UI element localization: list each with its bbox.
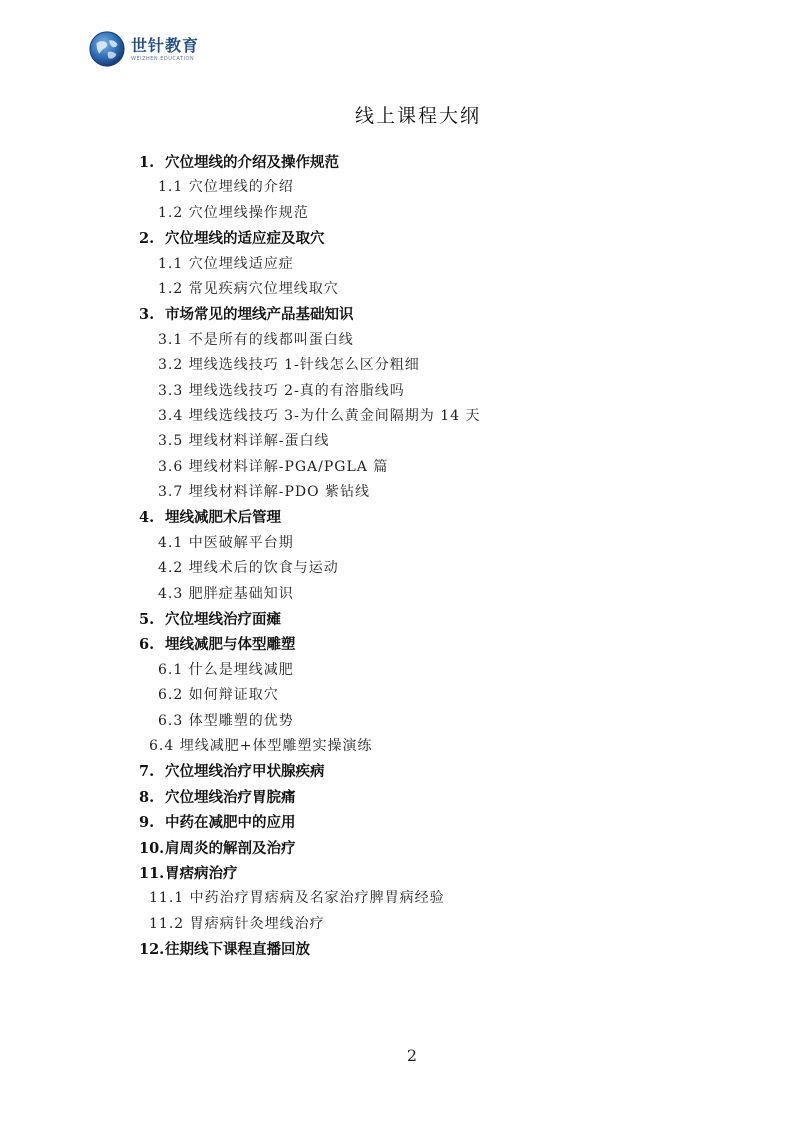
subsection-item: 1.2 穴位埋线操作规范 (158, 204, 309, 221)
section-title: 穴位埋线的适应症及取穴 (165, 230, 325, 248)
section-title: 肩周炎的解剖及治疗 (165, 839, 296, 857)
subsection-item: 1.2 常见疾病穴位埋线取穴 (158, 280, 339, 297)
outline-section (0, 861, 800, 937)
subsection-item: 11.1 中药治疗胃痞病及名家治疗脾胃病经验 (149, 890, 445, 907)
subsection-item: 4.2 埋线术后的饮食与运动 (158, 560, 339, 577)
section-heading (0, 937, 800, 962)
subsection-list (0, 175, 800, 226)
section-number: 1. (139, 154, 155, 171)
section-title: 穴位埋线治疗胃脘痛 (165, 788, 296, 806)
section-number: 3. (139, 306, 155, 324)
section-heading (0, 302, 800, 327)
logo-name-cn: 世针教育 (131, 35, 200, 55)
subsection-list (0, 531, 800, 607)
section-heading (0, 785, 800, 810)
subsection-item: 4.3 肥胖症基础知识 (158, 585, 294, 602)
section-title: 中药在减肥中的应用 (165, 814, 296, 832)
subsection-item: 3.5 埋线材料详解-蛋白线 (158, 433, 330, 450)
subsection-item: 3.4 埋线选线技巧 3-为什么黄金间隔期为 14 天 (158, 407, 481, 424)
outline-section (0, 632, 800, 759)
section-number: 10. (139, 839, 165, 857)
outline-section (0, 836, 800, 861)
outline-section (0, 226, 800, 302)
section-heading (0, 632, 800, 657)
section-title: 穴位埋线治疗甲状腺疾病 (165, 763, 325, 781)
section-heading (0, 836, 800, 861)
subsection-list (0, 658, 800, 760)
subsection-item: 4.1 中医破解平台期 (158, 534, 294, 551)
section-title: 埋线减肥术后管理 (165, 509, 281, 527)
section-heading (0, 607, 800, 632)
outline-section (0, 937, 800, 962)
section-number: 9. (139, 814, 155, 832)
section-number: 5. (139, 611, 155, 629)
section-heading (0, 505, 800, 530)
subsection-item: 6.1 什么是埋线减肥 (158, 661, 294, 678)
outline-section (0, 302, 800, 505)
subsection-item: 3.6 埋线材料详解-PGA/PGLA 篇 (158, 458, 389, 475)
section-number: 2. (139, 230, 155, 248)
section-number: 7. (139, 763, 155, 781)
section-heading (0, 810, 800, 835)
subsection-item: 3.3 埋线选线技巧 2-真的有溶脂线吗 (158, 382, 405, 399)
subsection-item: 3.7 埋线材料详解-PDO 紫钻线 (158, 484, 371, 501)
logo (88, 30, 199, 68)
section-heading (0, 759, 800, 784)
section-title: 往期线下课程直播回放 (165, 941, 310, 959)
course-outline (0, 150, 800, 963)
outline-section (0, 810, 800, 835)
subsection-item: 1.1 穴位埋线的介绍 (158, 179, 294, 196)
section-title: 穴位埋线治疗面瘫 (165, 611, 281, 629)
globe-logo-icon (88, 30, 126, 68)
outline-section (0, 785, 800, 810)
subsection-item: 6.4 埋线减肥+体型雕塑实操演练 (149, 737, 373, 754)
subsection-list (0, 886, 800, 937)
subsection-item: 6.3 体型雕塑的优势 (158, 712, 294, 729)
section-title: 埋线减肥与体型雕塑 (165, 636, 296, 654)
subsection-item: 6.2 如何辩证取穴 (158, 687, 279, 704)
section-number: 6. (139, 636, 155, 654)
section-number: 11. (139, 864, 165, 882)
page-number: 2 (406, 1046, 418, 1065)
logo-name-en: WEIZHEN EDUCATION (131, 55, 195, 62)
outline-section (0, 759, 800, 784)
subsection-item: 3.1 不是所有的线都叫蛋白线 (158, 331, 354, 348)
section-title: 市场常见的埋线产品基础知识 (165, 306, 354, 324)
outline-section (0, 505, 800, 607)
section-title: 胃痞病治疗 (165, 864, 238, 882)
page-title: 线上课程大纲 (354, 105, 481, 127)
outline-section (0, 150, 800, 226)
subsection-item: 3.2 埋线选线技巧 1-针线怎么区分粗细 (158, 357, 420, 374)
section-number: 12. (139, 941, 165, 959)
section-heading (0, 150, 800, 175)
outline-section (0, 607, 800, 632)
section-number: 4. (139, 509, 155, 527)
subsection-item: 1.1 穴位埋线适应症 (158, 255, 294, 272)
logo-text (131, 37, 199, 62)
section-title: 穴位埋线的介绍及操作规范 (165, 154, 339, 171)
section-heading (0, 226, 800, 251)
subsection-list (0, 328, 800, 506)
section-heading (0, 861, 800, 886)
subsection-item: 11.2 胃痞病针灸埋线治疗 (149, 915, 325, 932)
section-number: 8. (139, 788, 155, 806)
subsection-list (0, 252, 800, 303)
